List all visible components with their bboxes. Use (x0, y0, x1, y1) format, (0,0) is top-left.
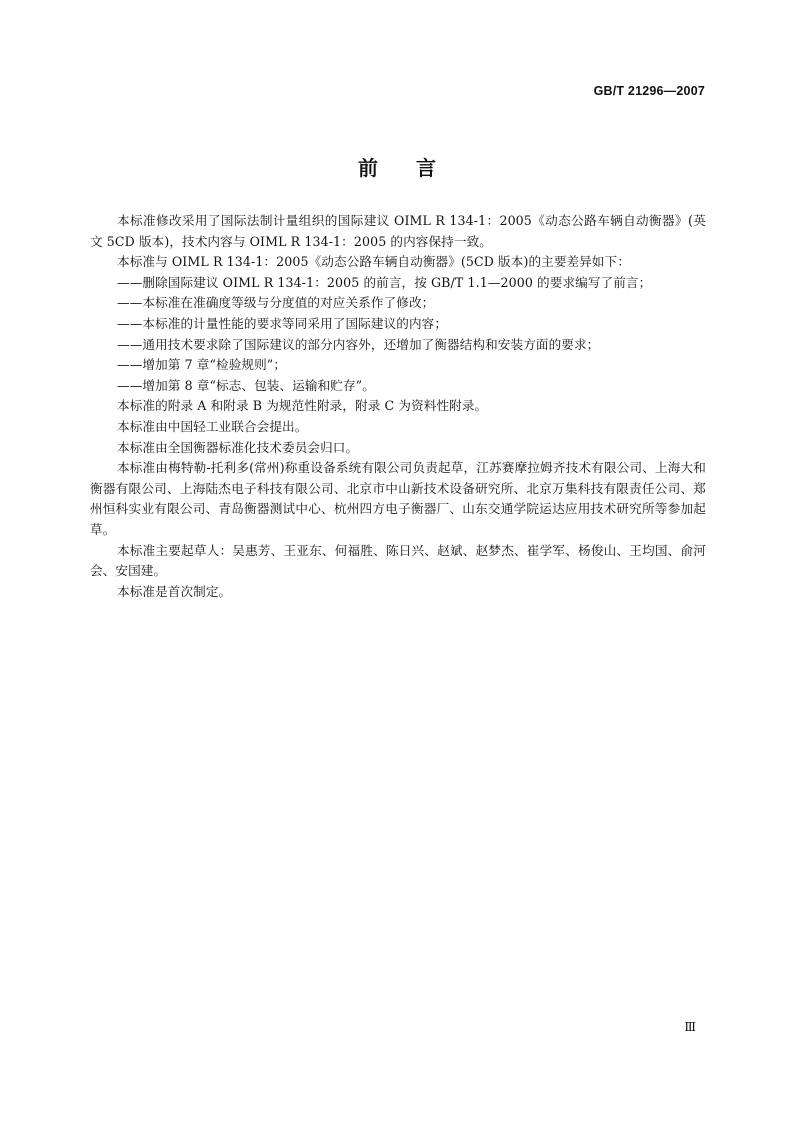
paragraph-annexes: 本标准的附录 A 和附录 B 为规范性附录，附录 C 为资料性附录。 (117, 398, 488, 414)
list-item-difference-5: ——增加第 7 章“检验规则”； (117, 357, 287, 373)
standard-code: GB/T 21296—2007 (593, 84, 705, 98)
paragraph-drafters: 本标准主要起草人：吴惠芳、王亚东、何福胜、陈日兴、赵斌、赵梦杰、崔学军、杨俊山、王均国、俞河会、安国建。 (90, 542, 706, 579)
foreword-body (90, 211, 706, 602)
page-number: Ⅲ (684, 1020, 696, 1034)
paragraph-differences-intro: 本标准与 OIML R 134-1：2005《动态公路车辆自动衡器》(5CD 版本)的主要差异如下： (117, 254, 631, 270)
paragraph-administered-by: 本标准由全国衡器标准化技术委员会归口。 (117, 439, 359, 455)
page-title: 前言 (358, 156, 474, 180)
list-item-difference-4: ——通用技术要求除了国际建议的部分内容外，还增加了衡器结构和安装方面的要求； (117, 336, 600, 352)
list-item-difference-1: ——删除国际建议 OIML R 134-1：2005 的前言，按 GB/T 1.1—2000 的要求编写了前言； (117, 274, 652, 290)
paragraph-adoption: 本标准修改采用了国际法制计量组织的国际建议 OIML R 134-1：2005《动态公路车辆自动衡器》(英文 5CD 版本)，技术内容与 OIML R 134-1：2005 的内容保持一致。 (90, 213, 706, 249)
list-item-difference-6: ——增加第 8 章“标志、包装、运输和贮存”。 (117, 377, 375, 393)
list-item-difference-3: ——本标准的计量性能的要求等同采用了国际建议的内容； (117, 315, 448, 331)
paragraph-drafting-units: 本标准由梅特勒-托利多(常州)称重设备系统有限公司负责起草，江苏赛摩拉姆齐技术有限公司、上海大和衡器有限公司、上海陆杰电子科技有限公司、北京市中山新技术设备研究所、北京万集科技有限责任公司、郑州恒科实业有限公司、青岛衡器测试中心、杭州四方电子衡器厂、山东交通学院运达应用技术研究所等参加起草。 (90, 460, 706, 537)
paragraph-proposed-by: 本标准由中国轻工业联合会提出。 (117, 418, 308, 434)
paragraph-first-edition: 本标准是首次制定。 (117, 583, 232, 599)
list-item-difference-2: ——本标准在准确度等级与分度值的对应关系作了修改； (117, 295, 435, 311)
